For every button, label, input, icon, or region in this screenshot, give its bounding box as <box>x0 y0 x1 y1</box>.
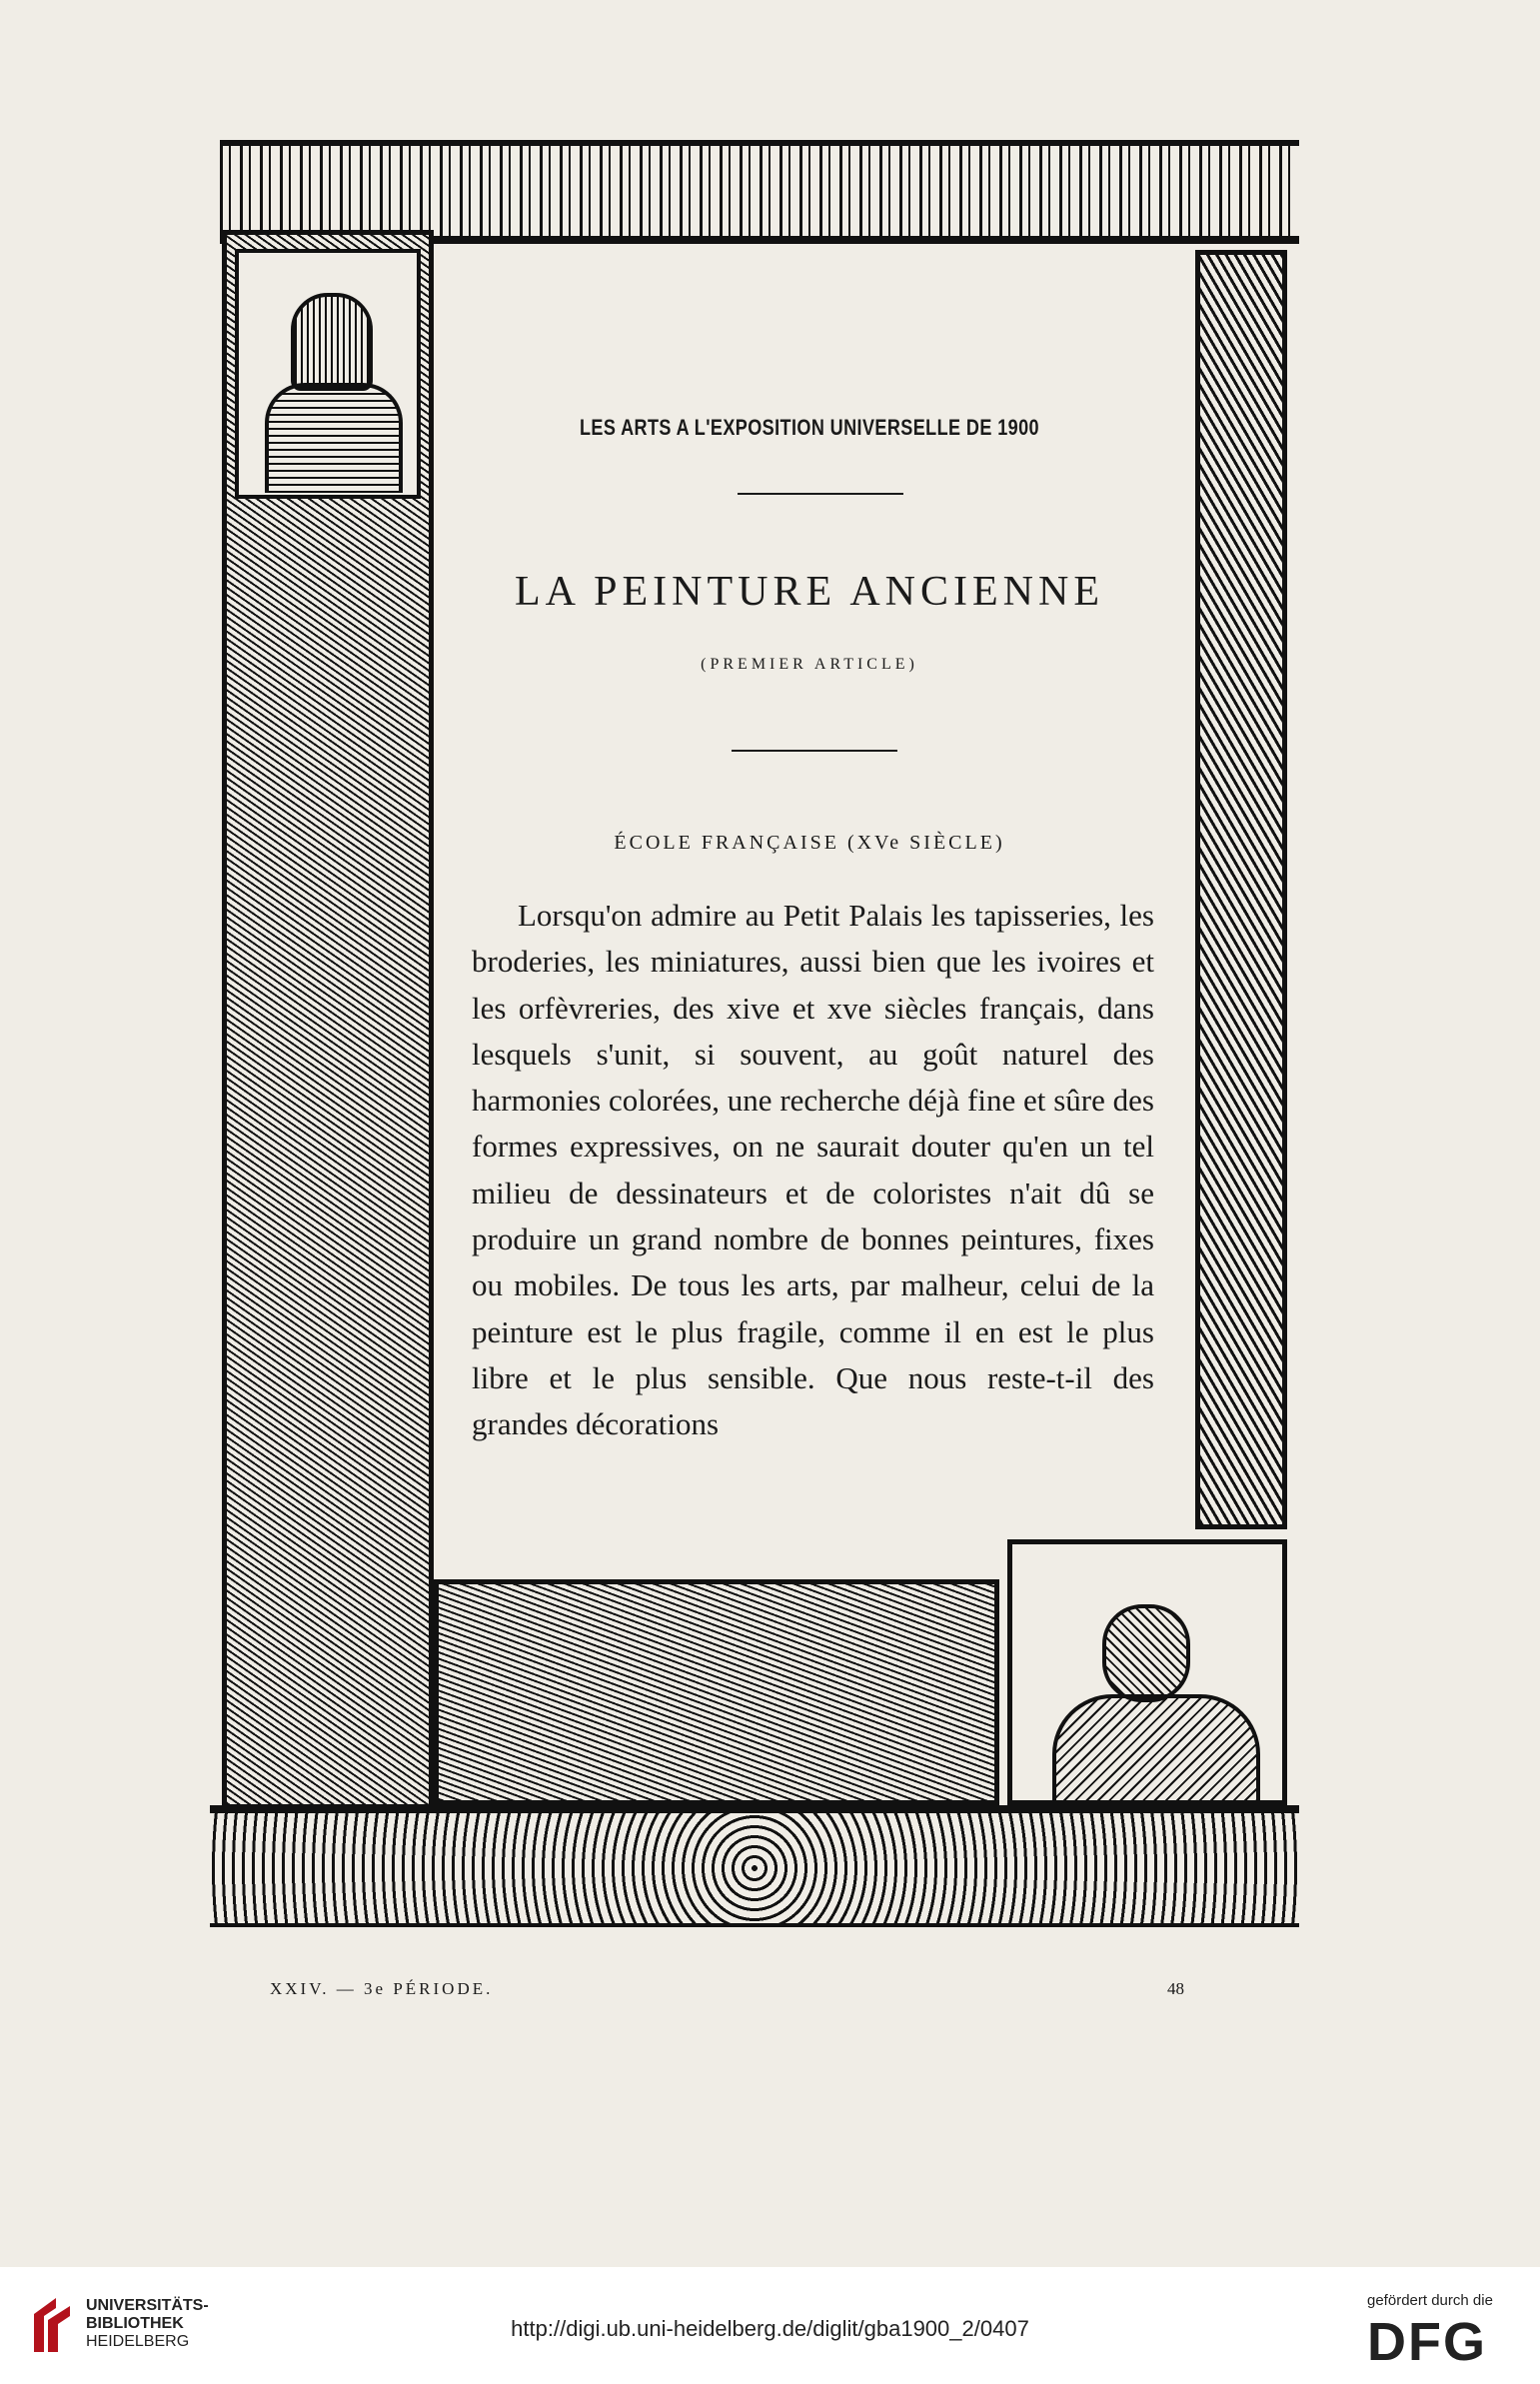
article-body <box>472 893 1154 1448</box>
library-name-line2: BIBLIOTHEK <box>86 2315 184 2332</box>
woodcut-border-left <box>222 230 434 1809</box>
page-number: 48 <box>1167 1979 1184 1998</box>
body-paragraph: Lorsqu'on admire au Petit Palais les tapisseries, les broderies, les miniatures, aussi bien que les ivoires et les orfèvreries, des xive et xve siècles français, dans lesquels s'unit, si souvent, au goût naturel des harmonies colorées, une recherche déjà fine et sûre des formes expressives, on ne saurait douter qu'en un tel milieu de dessinateurs et de coloristes n'ait dû se produire un grand nombre de bonnes peintures, fixes ou mobiles. De tous les arts, par malheur, celui de la peinture est le plus fragile, comme il en est le plus libre et le plus sensible. Que nous reste-t-il des grandes décorations <box>472 898 1154 1442</box>
woodcut-border-top <box>220 140 1299 244</box>
woodcut-border-right <box>1195 250 1287 1529</box>
woodcut-hunting-scene <box>434 1579 999 1805</box>
divider-rule <box>732 750 897 752</box>
dfg-logo: DFG <box>1367 2312 1487 2372</box>
woodcut-portrait-figure <box>235 249 421 499</box>
running-title: LES ARTS A L'EXPOSITION UNIVERSELLE DE 1900 <box>580 415 1039 440</box>
article-title: LA PEINTURE ANCIENNE <box>515 569 1104 615</box>
source-url-link[interactable]: http://digi.ub.uni-heidelberg.de/diglit/gba1900_2/0407 <box>511 2316 1029 2341</box>
woodcut-border-base <box>210 1805 1299 1927</box>
woodcut-portrait-lady <box>1007 1539 1287 1805</box>
footer-signature: XXIV. — 3e PÉRIODE. <box>270 1979 494 1998</box>
divider-rule <box>738 493 903 495</box>
library-name-line3: HEIDELBERG <box>86 2333 190 2350</box>
article-subtitle: (PREMIER ARTICLE) <box>701 656 918 673</box>
funder-caption: gefördert durch die <box>1367 2292 1493 2309</box>
section-heading: ÉCOLE FRANÇAISE (XVe SIÈCLE) <box>614 832 1005 854</box>
library-name-line1: UNIVERSITÄTS- <box>86 2297 209 2314</box>
